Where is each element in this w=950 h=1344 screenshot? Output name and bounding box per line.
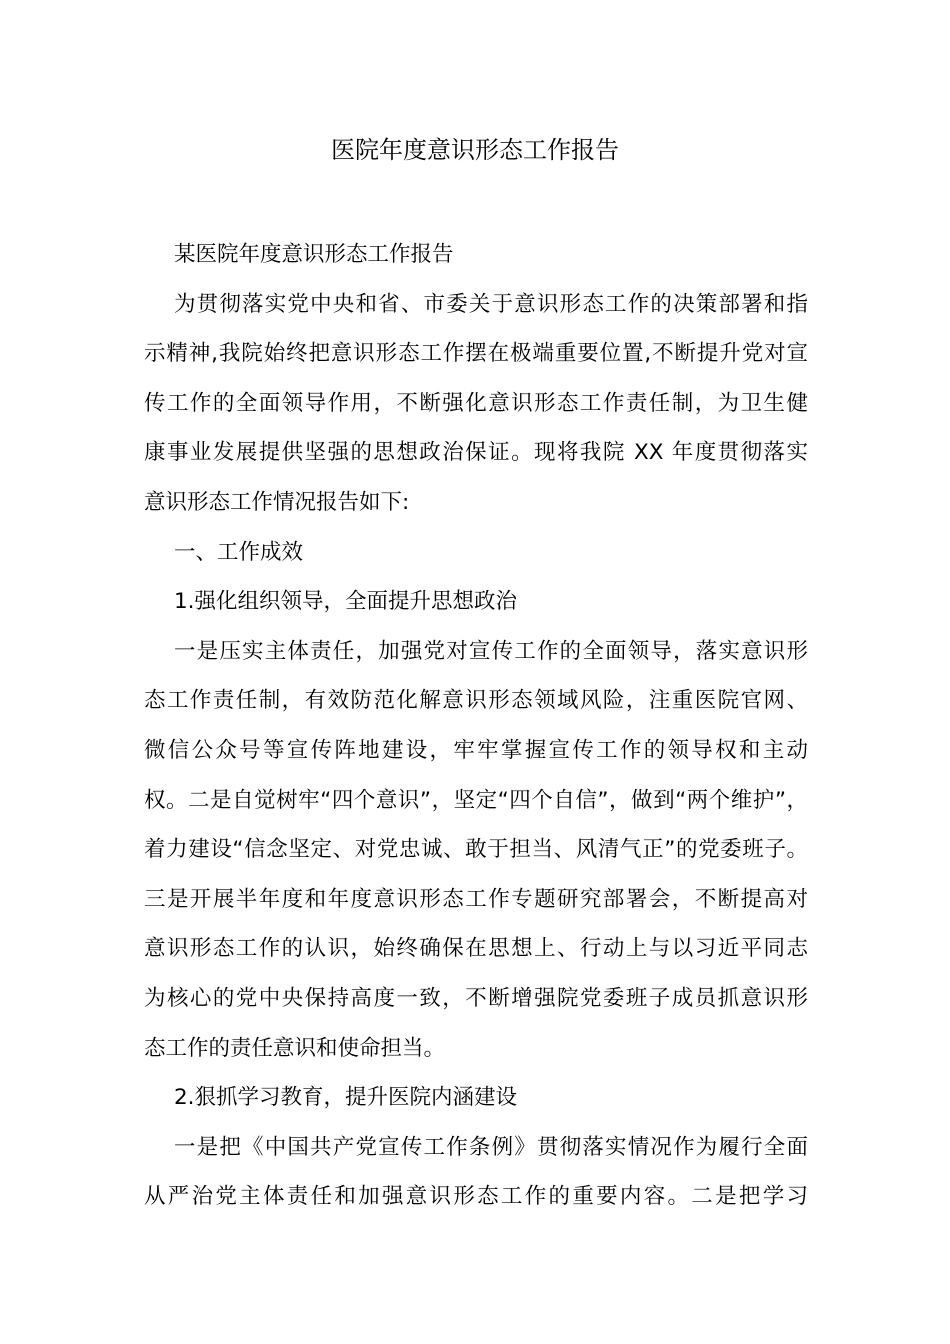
paragraph-line: 意识形态工作情况报告如下: — [144, 489, 410, 515]
subtitle-line: 某医院年度意识形态工作报告 — [174, 242, 454, 267]
paragraph-line: 态工作责任制，有效防范化解意识形态领域风险，注重医院官网、 — [144, 688, 808, 714]
paragraph-line: 为核心的党中央保持高度一致，不断增强院党委班子成员抓意识形 — [144, 985, 808, 1011]
document-title: 医院年度意识形态工作报告 — [331, 136, 619, 164]
section-heading: 一、工作成效 — [174, 539, 304, 565]
paragraph-line: 一是把《中国共产党宣传工作条例》贯彻落实情况作为履行全面 — [174, 1134, 808, 1160]
paragraph-line: 意识形态工作的认识，始终确保在思想上、行动上与以习近平同志 — [144, 936, 808, 962]
paragraph-line: 为贯彻落实党中央和省、市委关于意识形态工作的决策部署和指 — [174, 291, 808, 317]
paragraph-line: 微信公众号等宣传阵地建设，牢牢掌握宣传工作的领导权和主动 — [144, 737, 808, 763]
paragraph-line: 示精神,我院始终把意识形态工作摆在极端重要位置,不断提升党对宣 — [144, 341, 808, 367]
paragraph-line: 从严治党主体责任和加强意识形态工作的重要内容。二是把学习 — [144, 1184, 808, 1210]
paragraph-line: 传工作的全面领导作用，不断强化意识形态工作责任制，为卫生健 — [144, 390, 808, 416]
subsection-heading: 1.强化组织领导，全面提升思想政治 — [174, 589, 518, 615]
paragraph-line: 三是开展半年度和年度意识形态工作专题研究部署会，不断提高对 — [144, 886, 808, 912]
paragraph-line: 着力建设“信念坚定、对党忠诚、敢于担当、风清气正”的党委班子。 — [144, 837, 808, 863]
subsection-heading: 2.狠抓学习教育，提升医院内涵建设 — [174, 1085, 518, 1111]
paragraph-line: 一是压实主体责任，加强党对宣传工作的全面领导，落实意识形 — [174, 638, 808, 664]
paragraph-line: 权。二是自觉树牢“四个意识”，坚定“四个自信”，做到“两个维护”， — [144, 787, 808, 813]
paragraph-line: 态工作的责任意识和使命担当。 — [144, 1035, 446, 1061]
document-body — [144, 230, 808, 1222]
paragraph-line: 康事业发展提供坚强的思想政治保证。现将我院 XX 年度贯彻落实 — [144, 440, 808, 466]
